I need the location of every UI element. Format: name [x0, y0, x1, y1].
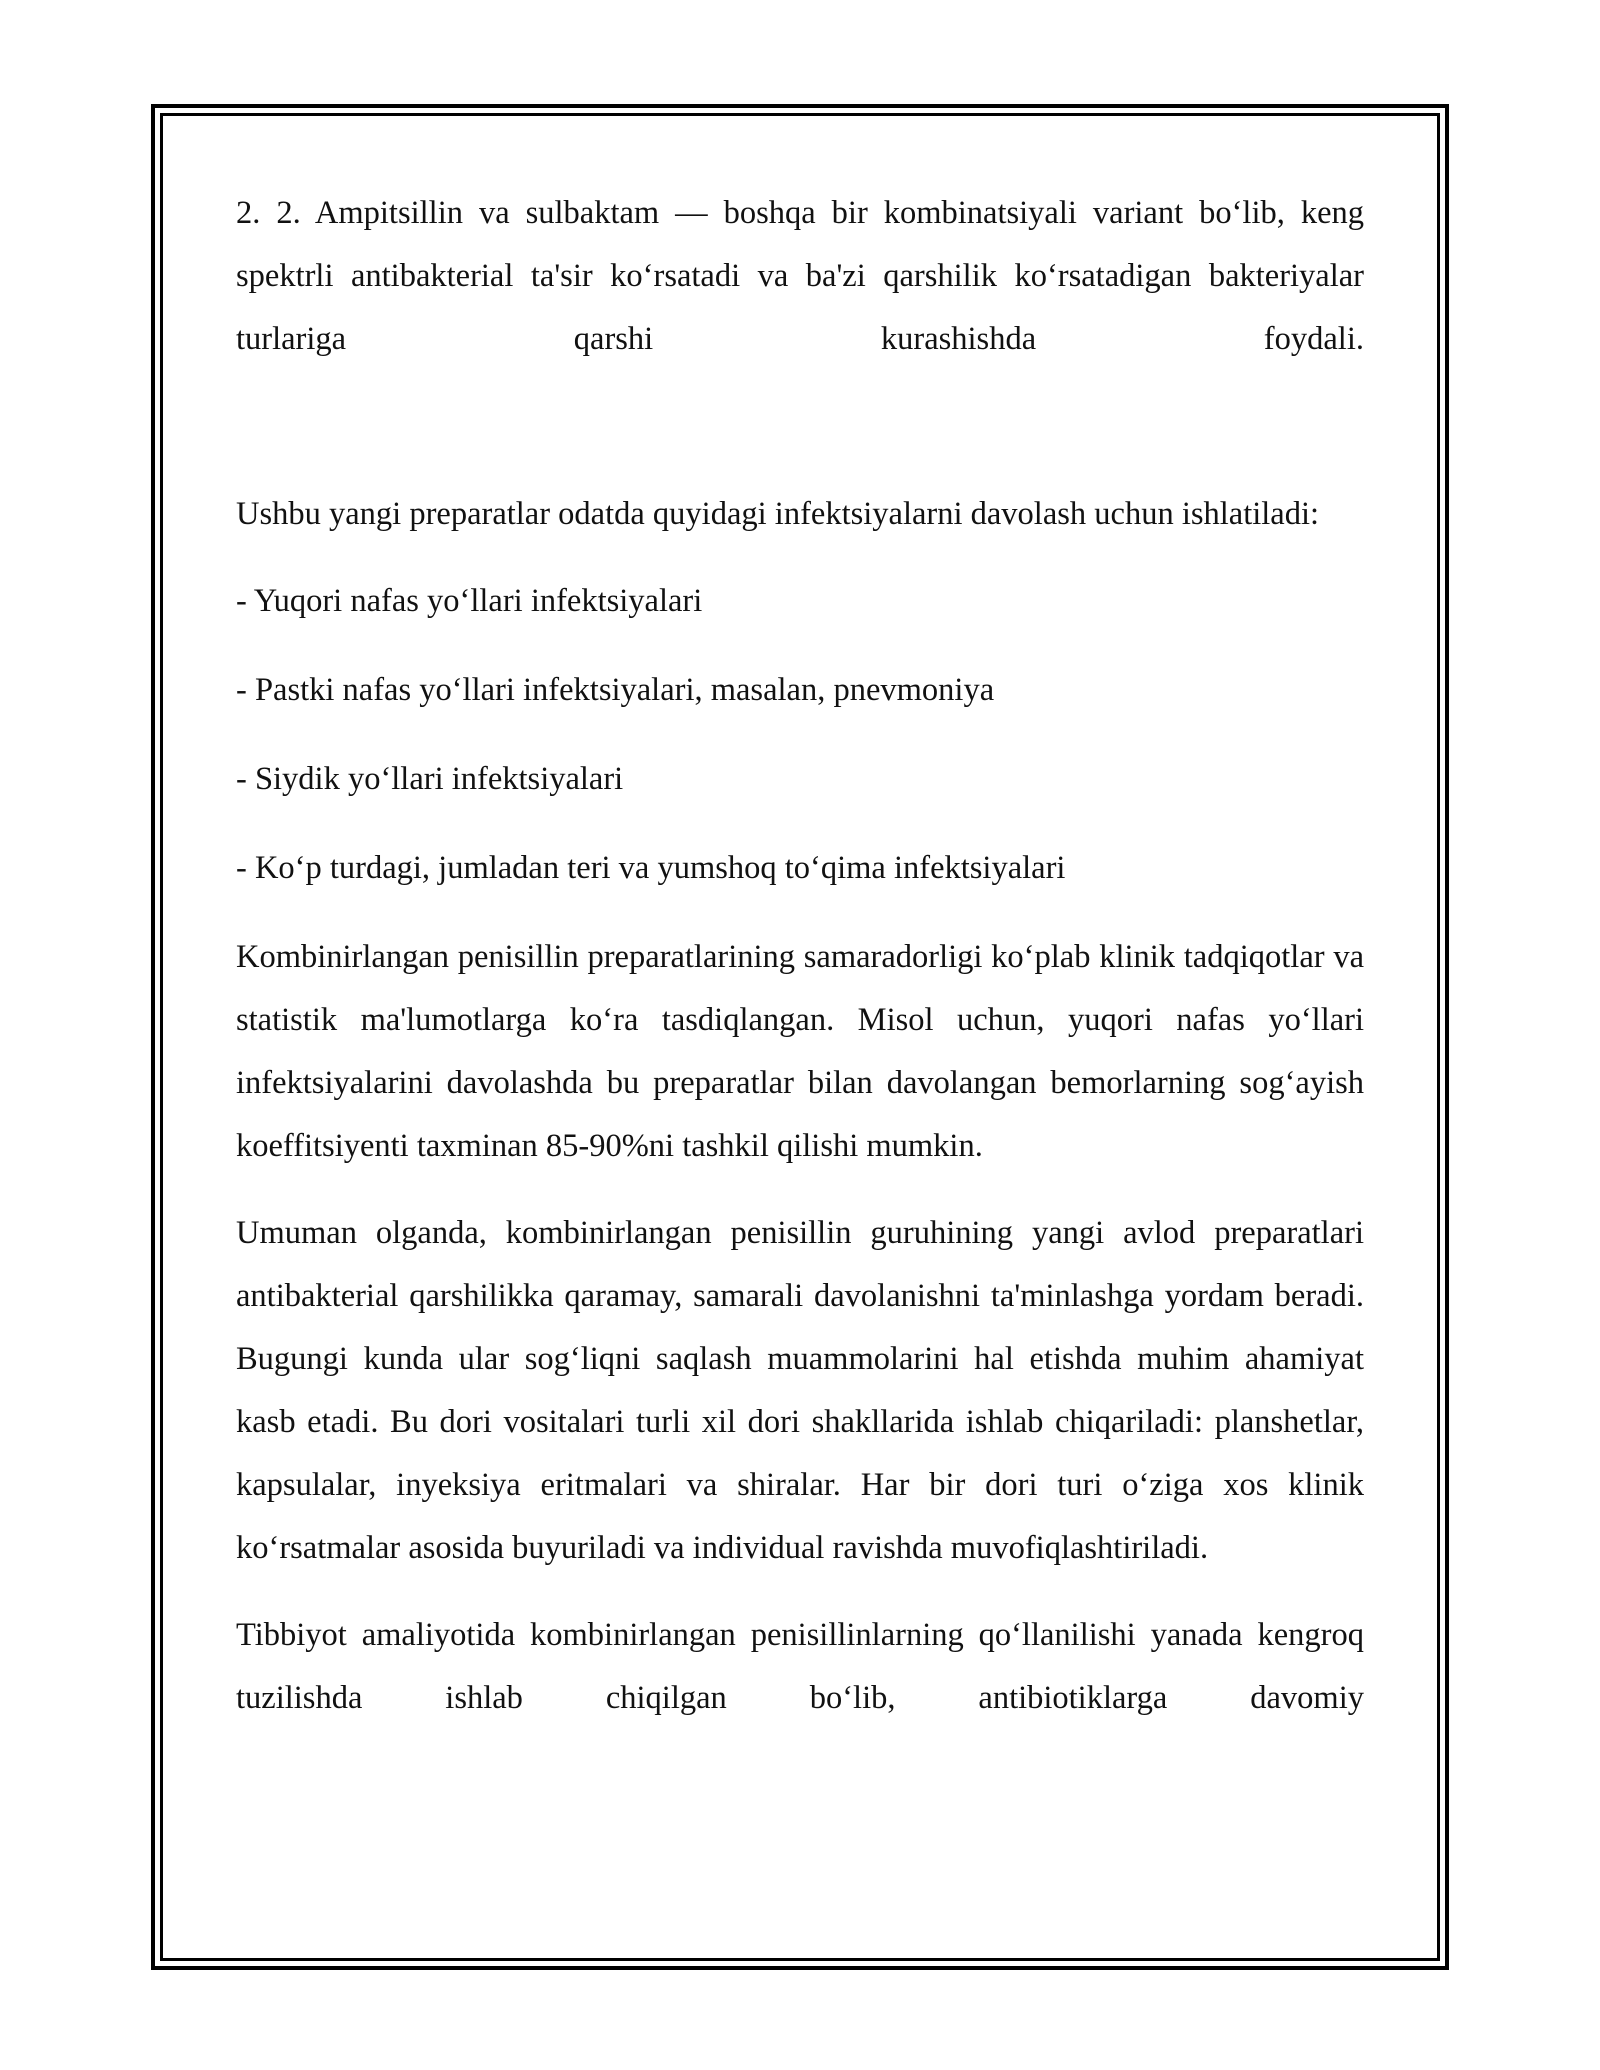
- list-item: - Siydik yo‘llari infektsiyalari: [236, 761, 624, 797]
- paragraph-usage-intro: Ushbu yangi preparatlar odatda quyidagi infektsiyalarni davolash uchun ishlatiladi:: [236, 496, 1320, 532]
- document-body: [236, 182, 1364, 1793]
- list-item: - Pastki nafas yo‘llari infektsiyalari, masalan, pnevmoniya: [236, 672, 995, 708]
- list-item: - Yuqori nafas yo‘llari infektsiyalari: [236, 583, 703, 619]
- paragraph-efficacy: Kombinirlangan penisillin preparatlarining samaradorligi ko‘plab klinik tadqiqotlar va statistik ma'lumotlarga ko‘ra tasdiqlangan. Misol uchun, yuqori nafas yo‘llari infektsiyalarini davolashda bu preparatlar bilan davolangan bemorlarning sog‘ayish koeffitsiyenti taxminan 85-90%ni tashkil qilishi mumkin.: [236, 939, 1364, 1164]
- paragraph-medical-practice: Tibbiyot amaliyotida kombinirlangan penisillinlarning qo‘llanilishi yanada kengroq tuzilishda ishlab chiqilgan bo‘lib, antibiotiklarga davomiy: [236, 1617, 1364, 1716]
- paragraph-ampicillin-sulbactam: 2. 2. Ampitsillin va sulbaktam — boshqa bir kombinatsiyali variant bo‘lib, keng spektrli antibakterial ta'sir ko‘rsatadi va ba'zi qarshilik ko‘rsatadigan bakteriyalar turlariga qarshi kurashishda foydali.: [236, 195, 1364, 357]
- paragraph-summary: Umuman olganda, kombinirlangan penisillin guruhining yangi avlod preparatlari antibakterial qarshilikka qaramay, samarali davolanishni ta'minlashga yordam beradi. Bugungi kunda ular sog‘liqni saqlash muammolarini hal etishda muhim ahamiyat kasb etadi. Bu dori vositalari turli xil dori shakllarida ishlab chiqariladi: planshetlar, kapsulalar, inyeksiya eritmalari va shiralar. Har bir dori turi o‘ziga xos klinik ko‘rsatmalar asosida buyuriladi va individual ravishda muvofiqlashtiriladi.: [236, 1215, 1364, 1566]
- list-item: - Ko‘p turdagi, jumladan teri va yumshoq to‘qima infektsiyalari: [236, 850, 1066, 886]
